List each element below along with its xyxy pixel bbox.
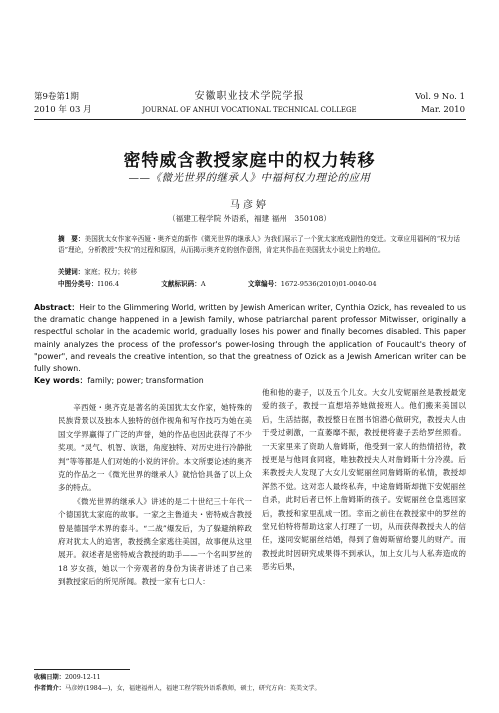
author-affiliation: （福建工程学院 外语系，福建 福州 350108） (168, 214, 331, 223)
article-number-value: 1672-9536(2010)01-0040-04 (280, 280, 377, 288)
classification-line (58, 279, 460, 290)
abstract-en (34, 302, 466, 375)
body-paragraph: 他和他的妻子，以及五个儿女。大女儿安妮丽丝是教授最宠爱的孩子，教授一直想培养她做接班人。他们搬来美国以后，生活拮据，教授整日在图书馆潜心做研究，教授夫人由于受过刺激，一直萎靡不振，教授便将妻子丢给罗丝照看。一天家里来了资助人詹姆斯，他受到一家人的热情招待，教授更是与他同食同寝，唯独教授夫人对詹姆斯十分冷漠。后来教授夫人发现了大女儿安妮丽丝同詹姆斯的私情，教授却浑然不觉。这对恋人最终私奔，中途詹姆斯却抛下安妮丽丝自杀，此时后者已怀上詹姆斯的孩子。安妮丽丝仓皇逃回家后，教授和家里乱成一团。幸而之前住在教授家中的罗丝的堂兄伯特将帮助这家人打理了一切，从而获得教授夫人的信任，遂同安妮丽丝结婚，得到了詹姆斯留给婴儿的财产。而教授此时因研究成果得不到承认，加上女儿与人私奔造成的恶劣后果， (262, 388, 466, 572)
clc-value: I106.4 (97, 280, 120, 288)
body-paragraph: 《微光世界的继承人》讲述的是二十世纪三十年代一个德国犹太家庭的故事。一家之主鲁道夫・密特威含教授曾是德国学术界的泰斗。“二战”爆发后，为了躲避纳粹政府对犹太人的追害，教授携全家逃往美国，故事便从这里展开。叙述者是密特威含教授的助手——一个名叫罗丝的 18 岁女孩，她以一个旁观者的身份为读者讲述了自己来到教授家后的所见所闻。教授一家有七口人： (58, 496, 252, 587)
body-column-left (58, 401, 252, 589)
keywords-text: 家庭；权力；转移 (84, 268, 138, 276)
header-rule (34, 119, 466, 120)
issue-date: 2010 年 03 月 (34, 105, 92, 115)
author-bio (34, 684, 466, 694)
date-en: Mar. 2010 (421, 105, 465, 115)
doc-code-label: 文献标识码： (161, 280, 201, 288)
abstract-label: 摘 要： (58, 235, 85, 243)
author-bio-label: 作者简介： (34, 685, 65, 692)
article-subtitle: ——《微光世界的继承人》中福柯权力理论的应用 (128, 172, 371, 184)
journal-title-cn: 安徽职业技术学院学报 (194, 91, 305, 102)
article-title: 密特威含教授家庭中的权力转移 (123, 151, 376, 171)
abstract-en-text: Heir to the Glimmering World, written by Jewish American writer, Cynthia Ozick, has revealed to us the dramatic change happened in a Jewish family, whose patriarchal parent professor Mitwisser, originally a respectful scholar in the academic world, gradually loses his power and finally becomes disabled. This paper mainly analyzes the process of the professor's power-losing through the application of Foucault's theory of "power", and reveals the creative intention, so that the greatness of Ozick as a Jewish American writer can be fully shown. (34, 303, 466, 374)
author-name: 马彦婷 (230, 200, 269, 211)
abstract-cn (58, 234, 460, 255)
abstract-en-label: Abstract： (34, 303, 80, 312)
body-paragraph: 辛西娅・奥齐克是著名的美国犹太女作家，她特殊的民族背景以及独本人独特的创作视角和写作技巧为她在美国文学界赢得了广泛的声誉，她的作品也因此获得了不少奖项。“灵气、机智、诙谐，角度独特、对历史进行冷静批判”等等都是人们对她的小说的评价。本文所要论述的奥齐克的作品之一《微光世界的继承人》就恰恰具备了以上众多的特点。 (58, 403, 252, 493)
author-bio-text: 马彦婷(1984—)，女，福建福州人，福建工程学院外语系教师，硕士，研究方向：英美文学。 (64, 685, 321, 692)
article-number-label: 文章编号： (247, 280, 281, 288)
keywords-cn (58, 267, 460, 278)
issue-number: 第9卷第1期 (34, 92, 79, 102)
doc-code-value: A (200, 280, 206, 288)
journal-title-en: JOURNAL OF ANHUI VOCATIONAL TECHNICAL COLLEGE (142, 106, 357, 114)
volume-en: Vol. 9 No. 1 (415, 92, 465, 102)
received-label: 收稿日期： (34, 674, 65, 681)
body-column-right (262, 386, 466, 574)
abstract-text: 美国犹太女作家辛西娅・奥齐克的新作《微光世界的继承人》为我们展示了一个犹太家庭戏剧性的变迁。文章应用福柯的“权力话语”理论，分析教授“失权”的过程和原因，从而揭示奥齐克的创作意图，肯定其作品在美国犹太小说史上的地位。 (58, 235, 460, 254)
keywords-en-text: family; power; transformation (87, 376, 204, 385)
clc-label: 中图分类号： (58, 280, 98, 288)
keywords-en-label: Key words： (34, 376, 88, 385)
keywords-label: 关键词： (58, 268, 85, 276)
received-date (34, 673, 466, 683)
footnote-rule (34, 669, 130, 670)
received-value: 2009-12-11 (64, 674, 101, 681)
